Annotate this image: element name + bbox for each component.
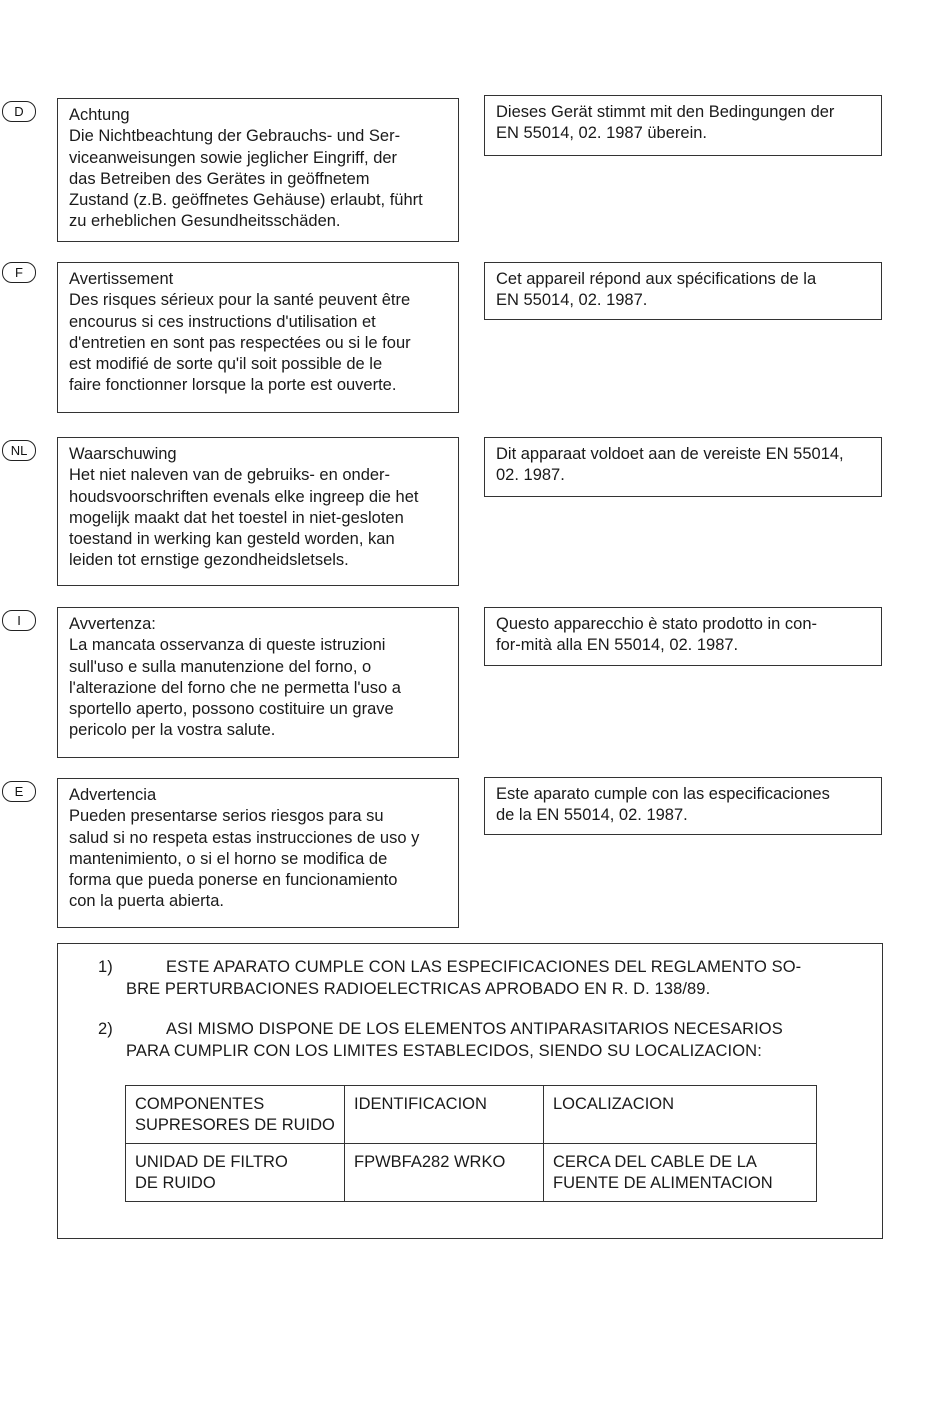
table-cell [126, 1144, 345, 1202]
conformity-box-de [484, 95, 882, 156]
warning-title: Waarschuwing [69, 445, 177, 463]
conformity-text-line: Dit apparaat voldoet aan de vereiste EN 55014, [496, 445, 844, 463]
conformity-text-line: for-mità alla EN 55014, 02. 1987. [496, 636, 739, 655]
conformity-text-line: de la EN 55014, 02. 1987. [496, 806, 688, 825]
note-text-line: BRE PERTURBACIONES RADIOELECTRICAS APROBADO EN R. D. 138/89. [126, 980, 711, 998]
warning-title: Avvertenza: [69, 615, 156, 633]
cell-text-line: DE RUIDO [135, 1174, 216, 1192]
language-code-badge: I [2, 610, 36, 631]
warning-text-line: viceanweisungen sowie jeglicher Eingriff, der [69, 148, 398, 167]
table-cell [345, 1144, 544, 1202]
warning-text-line: encourus si ces instructions d'utilisation et [69, 312, 376, 331]
table-cell [544, 1144, 817, 1202]
warning-title: Achtung [69, 106, 130, 124]
table-header-row [126, 1086, 817, 1144]
conformity-text-line: EN 55014, 02. 1987 überein. [496, 124, 707, 143]
cell-text-line: COMPONENTES [135, 1095, 265, 1113]
warning-box-it [57, 607, 459, 758]
conformity-text-line: EN 55014, 02. 1987. [496, 291, 648, 310]
warning-text-line: d'entretien en sont pas respectées ou si le four [69, 333, 411, 352]
warning-text-line: forma que pueda ponerse en funcionamiento [69, 871, 398, 890]
note-text-line: ASI MISMO DISPONE DE LOS ELEMENTOS ANTIPARASITARIOS NECESARIOS [166, 1020, 783, 1038]
conformity-box-es [484, 777, 882, 835]
warning-text-line: Pueden presentarse serios riesgos para su [69, 807, 384, 826]
cell-text-line: FUENTE DE ALIMENTACION [553, 1174, 773, 1192]
warning-text-line: sull'uso e sulla manutenzione del forno, o [69, 657, 372, 676]
warning-text-line: salud si no respeta estas instrucciones de uso y [69, 828, 420, 847]
cell-text-line: LOCALIZACION [553, 1095, 675, 1113]
conformity-text-line: Cet appareil répond aux spécifications de la [496, 270, 817, 288]
conformity-box-fr [484, 262, 882, 320]
language-code-badge: F [2, 262, 36, 283]
warning-text-line: con la puerta abierta. [69, 892, 225, 911]
table-row [126, 1144, 817, 1202]
header-cell-componentes [126, 1086, 345, 1144]
components-table [125, 1085, 817, 1202]
warning-title: Avertissement [69, 270, 174, 288]
warning-text-line: zu erheblichen Gesundheitsschäden. [69, 212, 341, 231]
language-code-badge: E [2, 781, 36, 802]
warning-text-line: Zustand (z.B. geöffnetes Gehäuse) erlaubt, führt [69, 191, 423, 210]
conformity-text-line: Questo apparecchio è stato prodotto in con- [496, 615, 818, 633]
warning-text-line: faire fonctionner lorsque la porte est ouverte. [69, 376, 397, 395]
cell-text-line: SUPRESORES DE RUIDO [135, 1116, 335, 1134]
note-number: 2) [98, 1020, 113, 1038]
language-code-badge: D [2, 101, 36, 122]
warning-text-line: pericolo per la vostra salute. [69, 721, 276, 740]
warning-text-line: La mancata osservanza di queste istruzioni [69, 636, 386, 655]
warning-text-line: mogelijk maakt dat het toestel in niet-gesloten [69, 508, 404, 527]
note-number: 1) [98, 958, 113, 976]
header-cell-localizacion [544, 1086, 817, 1144]
note-text-line: ESTE APARATO CUMPLE CON LAS ESPECIFICACIONES DEL REGLAMENTO SO- [166, 958, 802, 976]
warning-box-fr [57, 262, 459, 413]
warning-text-line: Des risques sérieux pour la santé peuvent être [69, 291, 411, 310]
cell-text-line: UNIDAD DE FILTRO [135, 1153, 288, 1171]
warning-text-line: houdsvoorschriften evenals elke ingreep die het [69, 487, 419, 506]
conformity-text-line: Este aparato cumple con las especificaciones [496, 785, 830, 803]
cell-text-line: IDENTIFICACION [354, 1095, 487, 1113]
warning-box-es [57, 778, 459, 928]
cell-text-line: CERCA DEL CABLE DE LA [553, 1153, 757, 1171]
warning-text-line: das Betreiben des Gerätes in geöffnetem [69, 169, 370, 188]
warning-text-line: est modifié de sorte qu'il soit possible de le [69, 355, 383, 374]
conformity-box-nl [484, 437, 882, 497]
conformity-text-line: 02. 1987. [496, 466, 565, 485]
header-cell-identificacion [345, 1086, 544, 1144]
note-text-line: PARA CUMPLIR CON LOS LIMITES ESTABLECIDOS, SIENDO SU LOCALIZACION: [126, 1042, 762, 1060]
warning-box-nl [57, 437, 459, 586]
warning-text-line: l'alterazione del forno che ne permetta l'uso a [69, 678, 401, 697]
conformity-text-line: Dieses Gerät stimmt mit den Bedingungen der [496, 103, 835, 121]
warning-text-line: Het niet naleven van de gebruiks- en onder- [69, 466, 391, 485]
warning-text-line: toestand in werking kan gesteld worden, kan [69, 530, 395, 549]
warning-text-line: leiden tot ernstige gezondheidsletsels. [69, 551, 349, 570]
warning-text-line: Die Nichtbeachtung der Gebrauchs- und Ser- [69, 127, 401, 146]
warning-box-de [57, 98, 459, 242]
warning-text-line: mantenimiento, o si el horno se modifica de [69, 849, 388, 868]
conformity-box-it [484, 607, 882, 666]
cell-text-line: FPWBFA282 WRKO [354, 1153, 506, 1171]
warning-title: Advertencia [69, 786, 157, 804]
language-code-badge: NL [2, 440, 36, 461]
warning-text-line: sportello aperto, possono costituire un grave [69, 700, 394, 719]
